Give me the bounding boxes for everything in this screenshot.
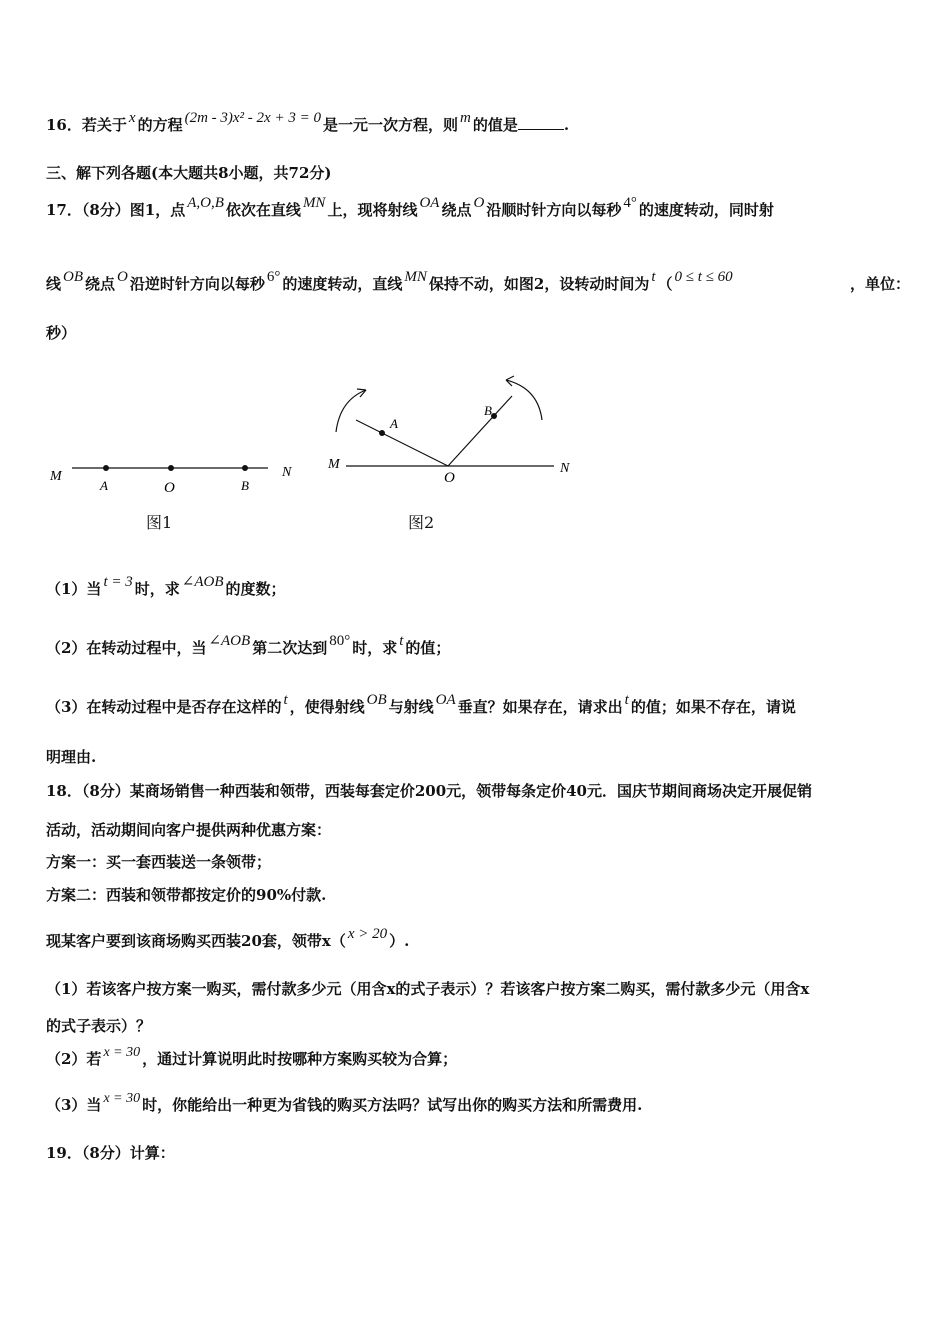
- text-fragment: 17．: [46, 201, 82, 219]
- q17-part2: [46, 633, 910, 658]
- q18-line1: 18．（8分）某商场销售一种西装和领带，西装每套定价200元，领带每条定价40元．国庆节期间商场决定开展促销: [46, 782, 813, 800]
- q18-line5: [46, 926, 910, 951]
- text-fragment: 与射线: [388, 698, 434, 716]
- text-fragment: A,O,B: [187, 195, 224, 211]
- fig1-caption: 图1: [146, 513, 173, 532]
- fig1-label-b: B: [241, 478, 249, 493]
- text-fragment: ∠AOB: [181, 574, 224, 590]
- text-fragment: （3）在转动过程中是否存在这样的: [46, 698, 282, 716]
- section-heading: 三、解下列各题(本大题共8小题，共72分): [46, 164, 332, 182]
- text-fragment: t: [624, 692, 629, 708]
- text-fragment: OA: [435, 692, 456, 708]
- figure-2: [320, 370, 590, 490]
- fig1-point-a: [103, 465, 109, 471]
- fig2-label-b: B: [484, 403, 492, 418]
- text-fragment: 16．: [46, 116, 82, 134]
- fig1-label-m: M: [50, 469, 62, 484]
- text-fragment: 绕点: [85, 275, 116, 293]
- fig1-point-o: [168, 465, 174, 471]
- fig2-ray-ob: [448, 396, 512, 466]
- text-fragment: （1）当: [46, 580, 102, 598]
- text-fragment: ，单位：: [849, 275, 910, 293]
- text-fragment: 时，求: [352, 639, 398, 657]
- q17-part1: [46, 574, 910, 599]
- text-fragment: 是一元一次方程，则: [322, 116, 458, 134]
- text-fragment: 若关于: [81, 116, 127, 134]
- fig2-label-o: O: [444, 470, 455, 486]
- text-fragment: 线: [46, 275, 62, 293]
- text-fragment: OA: [419, 195, 440, 211]
- text-fragment: ，使得射线: [289, 698, 365, 716]
- q18-part1-line2: 的式子表示）？: [46, 1017, 152, 1035]
- text-fragment: 0 ≤ t ≤ 60: [674, 269, 733, 285]
- text-fragment: 依次在直线: [225, 201, 301, 219]
- fig2-label-m: M: [328, 457, 340, 472]
- text-fragment: （3）当: [46, 1096, 102, 1114]
- fig2-ray-oa: [356, 420, 448, 466]
- text-fragment: MN: [302, 195, 326, 211]
- text-fragment: （2）在转动过程中，当: [46, 639, 207, 657]
- figure-1: [40, 450, 310, 500]
- q17-line1: [46, 195, 910, 220]
- q19-line1: 19．（8分）计算：: [46, 1144, 175, 1162]
- equation: (2m - 3)x² - 2x + 3 = 0: [184, 110, 321, 126]
- q18-plan1: 方案一：买一套西装送一条领带；: [46, 853, 272, 871]
- q18-line2: 活动，活动期间向客户提供两种优惠方案：: [46, 821, 332, 839]
- text-fragment: ，通过计算说明此时按哪种方案购买较为合算；: [142, 1050, 458, 1068]
- text-fragment: t = 3: [103, 574, 133, 590]
- text-fragment: x = 30: [103, 1091, 141, 1106]
- q18-part2: [46, 1045, 910, 1069]
- q18-plan2: 方案二：西装和领带都按定价的90%付款.: [46, 886, 327, 904]
- fig2-arc-arrow-left: [336, 390, 366, 432]
- text-fragment: 时，求: [134, 580, 180, 598]
- text-fragment: .: [563, 116, 570, 134]
- answer-blank[interactable]: [518, 117, 564, 130]
- fig1-label-n: N: [282, 465, 292, 480]
- text-fragment: [46, 269, 735, 294]
- text-fragment: 的值；如果不存在，请说: [630, 698, 796, 716]
- text-fragment: MN: [404, 269, 427, 285]
- text-fragment: 6°: [266, 269, 281, 285]
- text-fragment: t: [399, 633, 404, 649]
- q17-line3: 秒）: [46, 324, 77, 342]
- text-fragment: 80°: [329, 633, 351, 649]
- fig2-label-a: A: [390, 416, 398, 431]
- q17-part3-line2: 明理由.: [46, 748, 97, 766]
- text-fragment: 的值是: [472, 116, 518, 134]
- text-fragment: 的方程: [137, 116, 183, 134]
- fig1-label-a: A: [100, 478, 108, 493]
- text-fragment: 的速度转动，直线: [282, 275, 403, 293]
- text-fragment: 的度数；: [225, 580, 286, 598]
- text-fragment: OB: [63, 269, 84, 285]
- text-fragment: （2）若: [46, 1050, 102, 1068]
- q16-line: [46, 110, 910, 135]
- fig1-point-b: [242, 465, 248, 471]
- q17-line2: [46, 269, 910, 294]
- text-fragment: 沿逆时针方向以每秒: [129, 275, 265, 293]
- q18-part1: （1）若该客户按方案一购买，需付款多少元（用含x的式子表示）？若该客户按方案二购买，需付款多少元（用含x: [46, 980, 810, 998]
- text-fragment: 的速度转动，同时射: [638, 201, 774, 219]
- text-fragment: 沿顺时针方向以每秒: [486, 201, 622, 219]
- text-fragment: 现某客户要到该商场购买西装20套，领带x（: [46, 932, 346, 950]
- fig2-point-a: [379, 430, 385, 436]
- text-fragment: 第二次达到: [252, 639, 328, 657]
- text-fragment: OB: [366, 692, 387, 708]
- q18-part3: [46, 1091, 910, 1115]
- text-fragment: 4°: [623, 195, 637, 211]
- text-fragment: 垂直？如果存在，请求出: [457, 698, 623, 716]
- text-fragment: O: [473, 195, 485, 211]
- var-x: x: [128, 110, 136, 126]
- text-fragment: 上，现将射线: [327, 201, 418, 219]
- text-fragment: 的值；: [405, 639, 451, 657]
- text-fragment: x > 20: [347, 926, 388, 942]
- text-fragment: x = 30: [103, 1045, 141, 1060]
- var-m: m: [459, 110, 471, 126]
- text-fragment: t: [651, 269, 656, 285]
- text-fragment: ∠AOB: [208, 633, 251, 649]
- text-fragment: 保持不动，如图2，设转动时间为: [428, 275, 650, 293]
- q17-part3: [46, 692, 910, 717]
- fig1-label-o: O: [164, 480, 175, 496]
- text-fragment: t: [283, 692, 288, 708]
- text-fragment: ）.: [389, 932, 410, 950]
- text-fragment: 时，你能给出一种更为省钱的购买方法吗？试写出你的购买方法和所需费用.: [142, 1096, 643, 1114]
- text-fragment: O: [117, 269, 128, 285]
- text-fragment: （8分）图1，点: [81, 201, 186, 219]
- text-fragment: （: [657, 275, 673, 293]
- fig2-caption: 图2: [408, 513, 435, 532]
- fig2-label-n: N: [560, 461, 570, 476]
- text-fragment: 绕点: [441, 201, 472, 219]
